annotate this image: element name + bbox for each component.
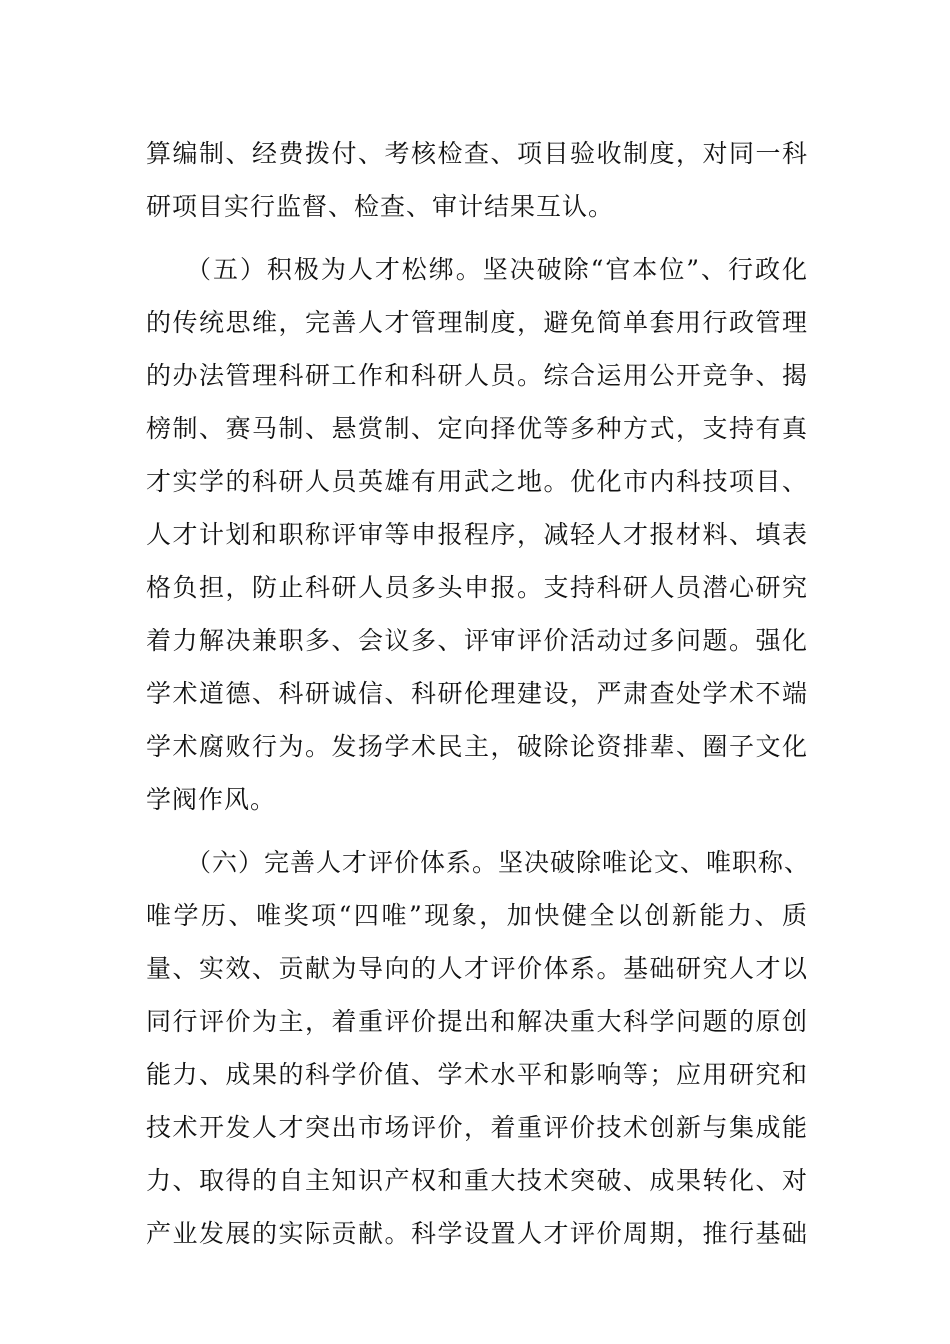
document-body: [146, 127, 811, 1260]
text-line: 研项目实行监督、检查、审计结果互认。: [146, 192, 615, 221]
text-line: 唯学历、唯奖项“四唯”现象，加快健全以创新能力、质: [146, 901, 808, 930]
paragraph: [146, 243, 808, 826]
text-line: 格负担，防止科研人员多头申报。支持科研人员潜心研究: [146, 573, 808, 602]
text-line: （六）完善人才评价体系。坚决破除唯论文、唯职称、: [186, 848, 811, 877]
text-line: 榜制、赛马制、悬赏制、定向择优等多种方式，支持有真: [146, 414, 808, 443]
text-line: 力、取得的自主知识产权和重大技术突破、成果转化、对: [146, 1166, 808, 1195]
text-line: 能力、成果的科学价值、学术水平和影响等；应用研究和: [146, 1060, 808, 1089]
text-line: 学术腐败行为。发扬学术民主，破除论资排辈、圈子文化: [146, 732, 808, 761]
paragraph: [146, 836, 811, 1260]
text-line: 的传统思维，完善人才管理制度，避免简单套用行政管理: [146, 308, 808, 337]
text-line: （五）积极为人才松绑。坚决破除“官本位”、行政化: [186, 255, 808, 284]
text-line: 人才计划和职称评审等申报程序，减轻人才报材料、填表: [146, 520, 808, 549]
paragraph: [146, 127, 808, 233]
text-line: 同行评价为主，着重评价提出和解决重大科学问题的原创: [146, 1007, 808, 1036]
text-line: 学术道德、科研诚信、科研伦理建设，严肃查处学术不端: [146, 679, 808, 708]
text-line: 算编制、经费拨付、考核检查、项目验收制度，对同一科: [146, 139, 808, 168]
text-line: 着力解决兼职多、会议多、评审评价活动过多问题。强化: [146, 626, 808, 655]
text-line: 产业发展的实际贡献。科学设置人才评价周期，推行基础: [146, 1219, 808, 1248]
text-line: 量、实效、贡献为导向的人才评价体系。基础研究人才以: [146, 954, 808, 983]
text-line: 才实学的科研人员英雄有用武之地。优化市内科技项目、: [146, 467, 808, 496]
text-line: 技术开发人才突出市场评价，着重评价技术创新与集成能: [146, 1113, 808, 1142]
text-line: 学阀作风。: [146, 785, 277, 814]
text-line: 的办法管理科研工作和科研人员。综合运用公开竞争、揭: [146, 361, 808, 390]
